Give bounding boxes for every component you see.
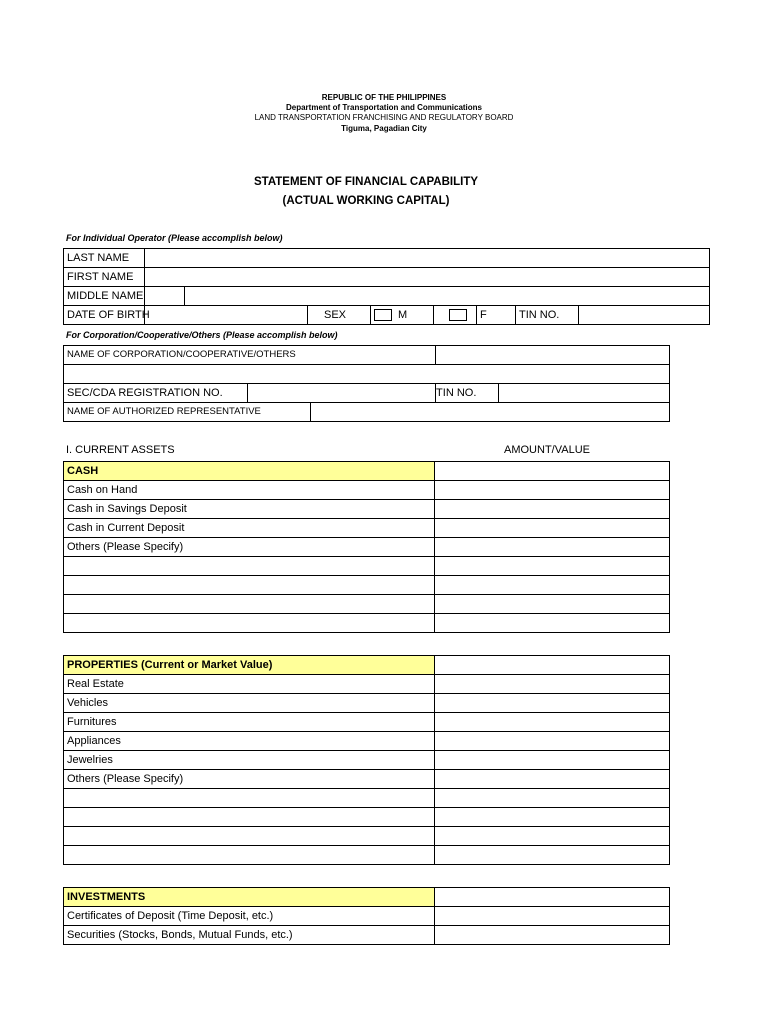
corporation-table [63, 345, 670, 422]
property-row [64, 808, 670, 827]
corporation-name-field[interactable] [436, 346, 670, 365]
middle-name-field[interactable] [185, 287, 710, 306]
cash-header: CASH [64, 462, 435, 481]
cash-row [64, 500, 670, 519]
cash-item-label[interactable]: Cash on Hand [64, 481, 435, 500]
dob-label: DATE OF BIRTH [64, 306, 145, 325]
cash-amount-field[interactable] [435, 500, 670, 519]
property-amount-field[interactable] [435, 751, 670, 770]
cash-row [64, 538, 670, 557]
cash-row [64, 614, 670, 633]
current-assets-heading: I. CURRENT ASSETS [66, 444, 175, 456]
property-row [64, 770, 670, 789]
cash-row [64, 481, 670, 500]
cash-item-label[interactable] [64, 614, 435, 633]
cash-total-field[interactable] [435, 462, 670, 481]
property-row [64, 827, 670, 846]
property-amount-field[interactable] [435, 675, 670, 694]
representative-field[interactable] [311, 403, 670, 422]
corporation-note: For Corporation/Cooperative/Others (Please accomplish below) [66, 330, 338, 340]
property-amount-field[interactable] [435, 694, 670, 713]
investment-item-label[interactable]: Certificates of Deposit (Time Deposit, etc.) [64, 907, 435, 926]
property-item-label[interactable]: Jewelries [64, 751, 435, 770]
investment-row [64, 926, 670, 945]
investments-header: INVESTMENTS [64, 888, 435, 907]
form-subtitle: (ACTUAL WORKING CAPITAL) [282, 195, 450, 207]
investment-amount-field[interactable] [435, 907, 670, 926]
cash-row [64, 576, 670, 595]
corporation-name-field-2[interactable] [64, 365, 670, 384]
properties-table [63, 655, 670, 865]
sex-male-cell[interactable] [371, 306, 434, 325]
individual-note: For Individual Operator (Please accomplish below) [66, 233, 283, 243]
male-label: M [398, 309, 408, 321]
investments-table [63, 887, 670, 945]
header-department: Department of Transportation and Communications [285, 103, 482, 112]
property-row [64, 846, 670, 865]
cash-amount-field[interactable] [435, 481, 670, 500]
last-name-field[interactable] [145, 249, 710, 268]
cash-amount-field[interactable] [435, 614, 670, 633]
header-republic: REPUBLIC OF THE PHILIPPINES [321, 93, 447, 102]
sec-field[interactable] [248, 384, 436, 403]
cash-amount-field[interactable] [435, 557, 670, 576]
cash-item-label[interactable] [64, 595, 435, 614]
property-row [64, 732, 670, 751]
cash-row [64, 557, 670, 576]
last-name-label: LAST NAME [64, 249, 145, 268]
property-item-label[interactable] [64, 808, 435, 827]
property-item-label[interactable]: Furnitures [64, 713, 435, 732]
property-row [64, 713, 670, 732]
properties-total-field[interactable] [435, 656, 670, 675]
amount-value-heading: AMOUNT/VALUE [504, 444, 590, 456]
property-row [64, 675, 670, 694]
female-checkbox[interactable] [449, 309, 467, 321]
properties-header: PROPERTIES (Current or Market Value) [64, 656, 435, 675]
cash-amount-field[interactable] [435, 519, 670, 538]
property-row [64, 789, 670, 808]
property-item-label[interactable] [64, 846, 435, 865]
dob-field[interactable] [145, 306, 308, 325]
property-amount-field[interactable] [435, 808, 670, 827]
female-label: F [477, 306, 516, 325]
header-agency: LAND TRANSPORTATION FRANCHISING AND REGULATORY BOARD [254, 113, 514, 122]
property-item-label[interactable] [64, 789, 435, 808]
property-item-label[interactable]: Others (Please Specify) [64, 770, 435, 789]
sec-label: SEC/CDA REGISTRATION NO. [64, 384, 248, 403]
cash-row [64, 519, 670, 538]
form-title: STATEMENT OF FINANCIAL CAPABILITY [253, 176, 479, 188]
first-name-field[interactable] [145, 268, 710, 287]
property-amount-field[interactable] [435, 713, 670, 732]
property-amount-field[interactable] [435, 770, 670, 789]
property-item-label[interactable]: Appliances [64, 732, 435, 751]
corporation-name-label: NAME OF CORPORATION/COOPERATIVE/OTHERS [64, 346, 436, 365]
cash-table [63, 461, 670, 633]
cash-item-label[interactable]: Cash in Savings Deposit [64, 500, 435, 519]
cash-item-label[interactable]: Cash in Current Deposit [64, 519, 435, 538]
individual-table [63, 248, 710, 325]
property-item-label[interactable]: Real Estate [64, 675, 435, 694]
property-amount-field[interactable] [435, 732, 670, 751]
cash-item-label[interactable] [64, 576, 435, 595]
cash-amount-field[interactable] [435, 538, 670, 557]
investment-item-label[interactable]: Securities (Stocks, Bonds, Mutual Funds, etc.) [64, 926, 435, 945]
male-checkbox[interactable] [374, 309, 392, 321]
representative-label: NAME OF AUTHORIZED REPRESENTATIVE [64, 403, 311, 422]
investment-row [64, 907, 670, 926]
investments-total-field[interactable] [435, 888, 670, 907]
cash-item-label[interactable]: Others (Please Specify) [64, 538, 435, 557]
sex-label: SEX [308, 306, 371, 325]
cash-amount-field[interactable] [435, 576, 670, 595]
corp-tin-label: TIN NO. [436, 384, 499, 403]
property-row [64, 694, 670, 713]
property-row [64, 751, 670, 770]
property-item-label[interactable]: Vehicles [64, 694, 435, 713]
property-amount-field[interactable] [435, 827, 670, 846]
tin-field[interactable] [579, 306, 710, 325]
middle-name-label: MIDDLE NAME [64, 287, 145, 306]
cash-row [64, 595, 670, 614]
property-amount-field[interactable] [435, 846, 670, 865]
header-address: Tiguma, Pagadian City [341, 124, 427, 133]
cash-amount-field[interactable] [435, 595, 670, 614]
property-amount-field[interactable] [435, 789, 670, 808]
corp-tin-field[interactable] [499, 384, 670, 403]
sex-female-cell[interactable] [434, 306, 477, 325]
cash-item-label[interactable] [64, 557, 435, 576]
first-name-label: FIRST NAME [64, 268, 145, 287]
tin-label: TIN NO. [516, 306, 579, 325]
middle-name-initial-field[interactable] [145, 287, 185, 306]
investment-amount-field[interactable] [435, 926, 670, 945]
property-item-label[interactable] [64, 827, 435, 846]
